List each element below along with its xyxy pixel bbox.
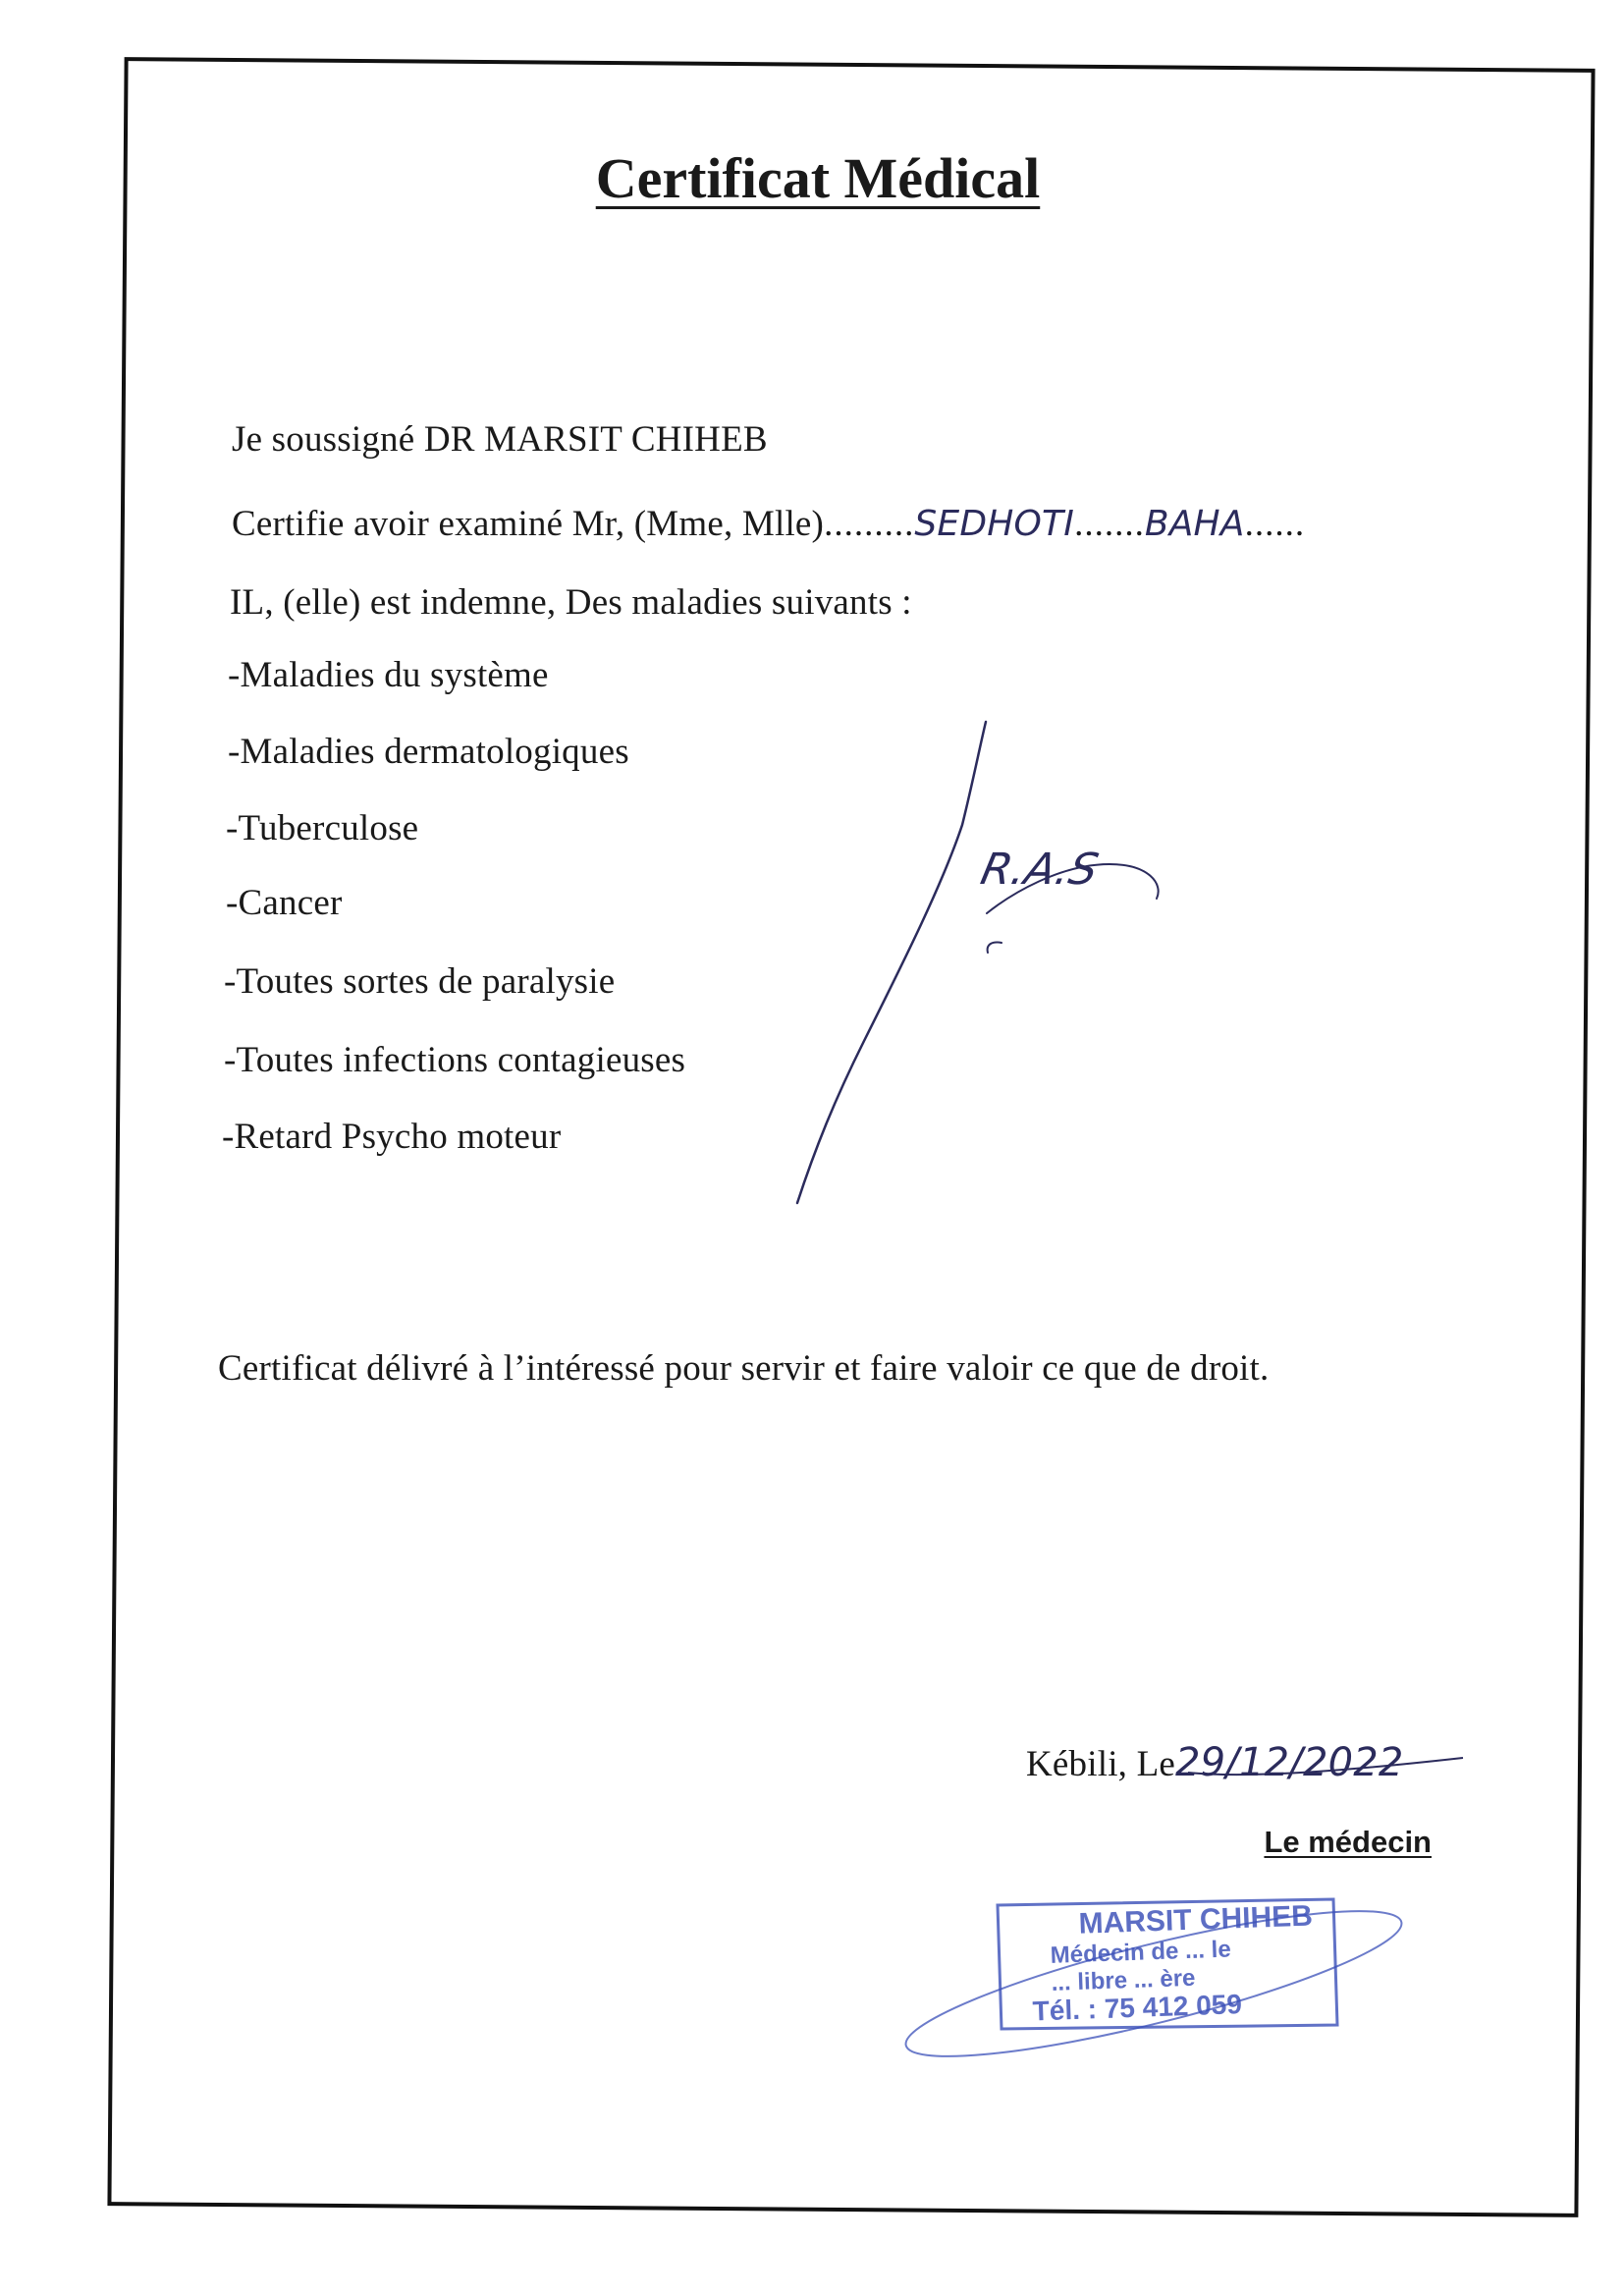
ras-note: R.A.S [976,845,1103,895]
disease-item: -Retard Psycho moteur [222,1117,562,1157]
doctor-stamp [990,1891,1327,2031]
stamp-line: ... libre ... ère [1051,1964,1196,1996]
hook-stroke [988,942,1001,953]
certificate-date: 29/12/2022 [1175,1740,1404,1785]
place-date [1026,1740,1404,1785]
disease-item: -Maladies dermatologiques [228,732,629,772]
patient-firstname: BAHA [1144,504,1245,544]
disease-item: -Maladies du système [228,655,549,695]
disease-item: -Tuberculose [226,808,419,848]
certificate-title: Certificat Médical [595,146,1041,210]
disease-item: -Cancer [226,883,343,923]
place-prefix: Kébili, Le [1026,1744,1176,1784]
indemne-statement: IL, (elle) est indemne, Des maladies suivants : [230,582,912,623]
stamp-line: Médecin de ... le [1050,1936,1232,1969]
doctor-signature-label: Le médecin [1264,1825,1432,1859]
examined-prefix: Certifie avoir examiné Mr, (Mme, Mlle) [232,504,825,544]
patient-surname: SEDHOTI [914,504,1075,544]
disease-item: -Toutes sortes de paralysie [224,961,616,1002]
stamp-line: Tél. : 75 412 059 [1032,1989,1243,2027]
fill-dots: ...... [1244,504,1306,544]
closing-statement: Certificat délivré à l’intéressé pour servir et faire valoir ce que de droit. [218,1348,1270,1389]
fill-dots: ....... [1074,504,1145,544]
bracket-stroke [797,722,986,1203]
fill-dots: ......... [824,504,915,544]
disease-item: -Toutes infections contagieuses [224,1040,686,1080]
doctor-statement: Je soussigné DR MARSIT CHIHEB [232,419,768,460]
stamp-line: MARSIT CHIHEB [1078,1899,1314,1941]
